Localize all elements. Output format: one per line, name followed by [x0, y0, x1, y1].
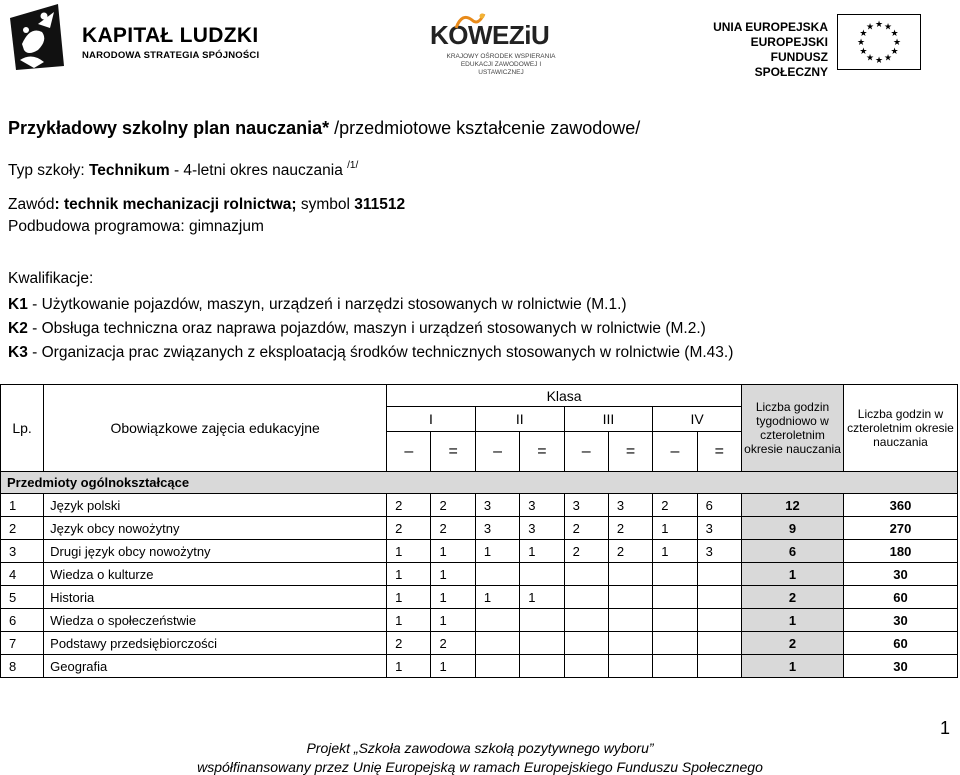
row-hours: [653, 632, 697, 655]
row-hours: 3: [697, 517, 741, 540]
row-hours: 3: [697, 540, 741, 563]
row-hours: [697, 563, 741, 586]
kapital-ludzki-logo: [8, 4, 260, 70]
curriculum-table: [0, 384, 958, 678]
row-lp: 7: [1, 632, 44, 655]
semester-symbol: –: [475, 432, 519, 472]
eu-star-icon: ★: [859, 47, 868, 57]
eu-line-1: UNIA EUROPEJSKA: [713, 20, 828, 34]
row-hours: 1: [387, 563, 431, 586]
row-hours: [697, 632, 741, 655]
row-hours: 2: [431, 632, 475, 655]
row-hours: [520, 563, 564, 586]
row-total: 30: [843, 563, 957, 586]
row-hours: 2: [564, 540, 608, 563]
row-hours: [697, 655, 741, 678]
kapital-ludzki-emblem-icon: [8, 4, 70, 70]
eu-star-icon: ★: [883, 53, 893, 64]
row-subject: Drugi język obcy nowożytny: [44, 540, 387, 563]
row-hours: 2: [387, 517, 431, 540]
semester-symbol: –: [653, 432, 697, 472]
row-total: 180: [843, 540, 957, 563]
row-hours: 1: [431, 655, 475, 678]
row-hours: 6: [697, 494, 741, 517]
col-klasa-header: Klasa: [387, 385, 742, 407]
row-hours: [608, 609, 652, 632]
row-hours: [608, 563, 652, 586]
semester-symbol: =: [697, 432, 741, 472]
row-hours: 1: [475, 540, 519, 563]
class-header-1: I: [387, 407, 476, 432]
col-subject-header: Obowiązkowe zajęcia edukacyjne: [44, 385, 387, 472]
row-hours: 1: [520, 586, 564, 609]
footer-line-2: współfinansowany przez Unię Europejską w ramach Europejskiego Funduszu Społecznego: [197, 759, 763, 775]
row-hours: [520, 609, 564, 632]
eu-star-icon: ★: [856, 38, 866, 48]
eu-star-icon: ★: [883, 22, 893, 33]
row-subject: Wiedza o kulturze: [44, 563, 387, 586]
semester-symbol: =: [520, 432, 564, 472]
table-row: [1, 632, 958, 655]
eu-star-icon: ★: [859, 29, 868, 39]
kowezu-logo: [430, 14, 560, 76]
row-lp: 1: [1, 494, 44, 517]
row-total: 360: [843, 494, 957, 517]
eu-star-icon: ★: [874, 56, 884, 66]
row-total: 30: [843, 609, 957, 632]
school-type-line: Typ szkoły: Technikum - 4-letni okres nauczania $^{/1/}$: [8, 160, 359, 179]
row-hours: [564, 563, 608, 586]
row-hours: [653, 609, 697, 632]
row-hours: 2: [387, 632, 431, 655]
row-subject: Język polski: [44, 494, 387, 517]
row-subject: Geografia: [44, 655, 387, 678]
row-hours: 3: [564, 494, 608, 517]
row-hours: 1: [387, 609, 431, 632]
row-lp: 5: [1, 586, 44, 609]
footer-line-1: Projekt „Szkoła zawodowa szkołą pozytywnego wyboru”: [306, 740, 654, 756]
row-hours: [697, 609, 741, 632]
row-hours: [653, 655, 697, 678]
row-hours: [564, 655, 608, 678]
row-weekly: 1: [742, 655, 844, 678]
table-row: [1, 517, 958, 540]
row-hours: [520, 655, 564, 678]
kapital-ludzki-title: KAPITAŁ LUDZKI: [82, 24, 259, 47]
row-hours: [564, 609, 608, 632]
row-hours: 1: [387, 655, 431, 678]
row-hours: [520, 632, 564, 655]
eu-star-icon: ★: [865, 22, 875, 33]
eu-flag-icon: [837, 14, 921, 70]
row-lp: 3: [1, 540, 44, 563]
semester-symbol: –: [564, 432, 608, 472]
table-row: [1, 609, 958, 632]
row-hours: 1: [475, 586, 519, 609]
row-hours: 2: [387, 494, 431, 517]
row-hours: 1: [387, 540, 431, 563]
class-header-2: II: [475, 407, 564, 432]
row-lp: 4: [1, 563, 44, 586]
kowezu-title: KOWEZiU: [430, 20, 550, 50]
eu-star-icon: ★: [892, 38, 902, 48]
kowezu-swirl-icon: [452, 10, 488, 36]
row-hours: 1: [520, 540, 564, 563]
row-hours: [653, 586, 697, 609]
row-hours: 3: [608, 494, 652, 517]
row-weekly: 1: [742, 563, 844, 586]
col-total-header: Liczba godzin w czteroletnim okresie nauczania: [843, 385, 957, 472]
row-hours: [564, 586, 608, 609]
qualifications-label: Kwalifikacje:: [8, 270, 94, 287]
row-hours: 3: [475, 494, 519, 517]
col-lp-header: Lp.: [1, 385, 44, 472]
kowezu-subtitle: KRAJOWY OŚRODEK WSPIERANIA EDUKACJI ZAWODOWEJ I USTAWICZNEJ: [446, 53, 556, 76]
row-subject: Historia: [44, 586, 387, 609]
row-hours: [697, 586, 741, 609]
row-hours: [475, 632, 519, 655]
page-title: Przykładowy szkolny plan nauczania* /przedmiotowe kształcenie zawodowe/: [8, 118, 641, 138]
eu-star-icon: ★: [890, 47, 899, 57]
eu-line-2: EUROPEJSKI: [750, 35, 828, 49]
eu-line-3: FUNDUSZ SPOŁECZNY: [754, 50, 828, 79]
row-hours: 1: [431, 586, 475, 609]
row-weekly: 1: [742, 609, 844, 632]
row-lp: 2: [1, 517, 44, 540]
kapital-ludzki-subtitle: NARODOWA STRATEGIA SPÓJNOŚCI: [82, 50, 260, 61]
section-row: [1, 472, 958, 494]
eu-star-icon: ★: [890, 29, 899, 39]
table-row: [1, 655, 958, 678]
profession-line: Zawód: technik mechanizacji rolnictwa; symbol 311512: [8, 196, 406, 213]
row-hours: 2: [608, 517, 652, 540]
row-hours: [653, 563, 697, 586]
row-hours: 2: [653, 494, 697, 517]
row-hours: 1: [653, 540, 697, 563]
row-total: 60: [843, 586, 957, 609]
row-hours: [608, 586, 652, 609]
table-row: [1, 563, 958, 586]
qualification-k1: K1 - Użytkowanie pojazdów, maszyn, urządzeń i narzędzi stosowanych w rolnictwie (M.1.): [8, 296, 627, 313]
section-title: Przedmioty ogólnokształcące: [1, 472, 958, 494]
semester-symbol: =: [431, 432, 475, 472]
row-hours: 1: [653, 517, 697, 540]
row-hours: [564, 632, 608, 655]
row-hours: 2: [564, 517, 608, 540]
table-row: [1, 540, 958, 563]
row-subject: Język obcy nowożytny: [44, 517, 387, 540]
row-hours: 2: [431, 517, 475, 540]
row-hours: 3: [520, 494, 564, 517]
row-total: 60: [843, 632, 957, 655]
row-hours: 3: [520, 517, 564, 540]
row-weekly: 2: [742, 586, 844, 609]
row-hours: [475, 609, 519, 632]
row-subject: Wiedza o społeczeństwie: [44, 609, 387, 632]
eu-star-icon: ★: [874, 20, 884, 30]
table-row: [1, 586, 958, 609]
row-subject: Podstawy przedsiębiorczości: [44, 632, 387, 655]
row-hours: [608, 655, 652, 678]
table-row: [1, 494, 958, 517]
qualification-k3: K3 - Organizacja prac związanych z eksploatacją środków technicznych stosowanych w rolnictwie (M.43.): [8, 344, 734, 361]
eu-logo: [700, 14, 955, 79]
row-hours: 2: [431, 494, 475, 517]
semester-symbol: =: [608, 432, 652, 472]
col-weekly-header: Liczba godzin tygodniowo w czteroletnim okresie nauczania: [742, 385, 844, 472]
row-hours: 1: [387, 586, 431, 609]
class-header-3: III: [564, 407, 653, 432]
row-hours: [475, 655, 519, 678]
row-total: 30: [843, 655, 957, 678]
row-weekly: 12: [742, 494, 844, 517]
row-hours: 1: [431, 609, 475, 632]
row-weekly: 9: [742, 517, 844, 540]
row-lp: 6: [1, 609, 44, 632]
row-hours: 2: [608, 540, 652, 563]
row-weekly: 2: [742, 632, 844, 655]
row-weekly: 6: [742, 540, 844, 563]
row-lp: 8: [1, 655, 44, 678]
row-total: 270: [843, 517, 957, 540]
eu-text: [700, 20, 828, 80]
semester-symbol: –: [387, 432, 431, 472]
qualification-k2: K2 - Obsługa techniczna oraz naprawa pojazdów, maszyn i urządzeń stosowanych w rolnictwie (M.2.): [8, 320, 706, 337]
row-hours: [475, 563, 519, 586]
page-number: 1: [940, 718, 951, 738]
row-hours: [608, 632, 652, 655]
program-basis: Podbudowa programowa: gimnazjum: [8, 218, 264, 235]
class-header-4: IV: [653, 407, 742, 432]
eu-star-icon: ★: [865, 53, 875, 64]
row-hours: 1: [431, 563, 475, 586]
row-hours: 3: [475, 517, 519, 540]
row-hours: 1: [431, 540, 475, 563]
